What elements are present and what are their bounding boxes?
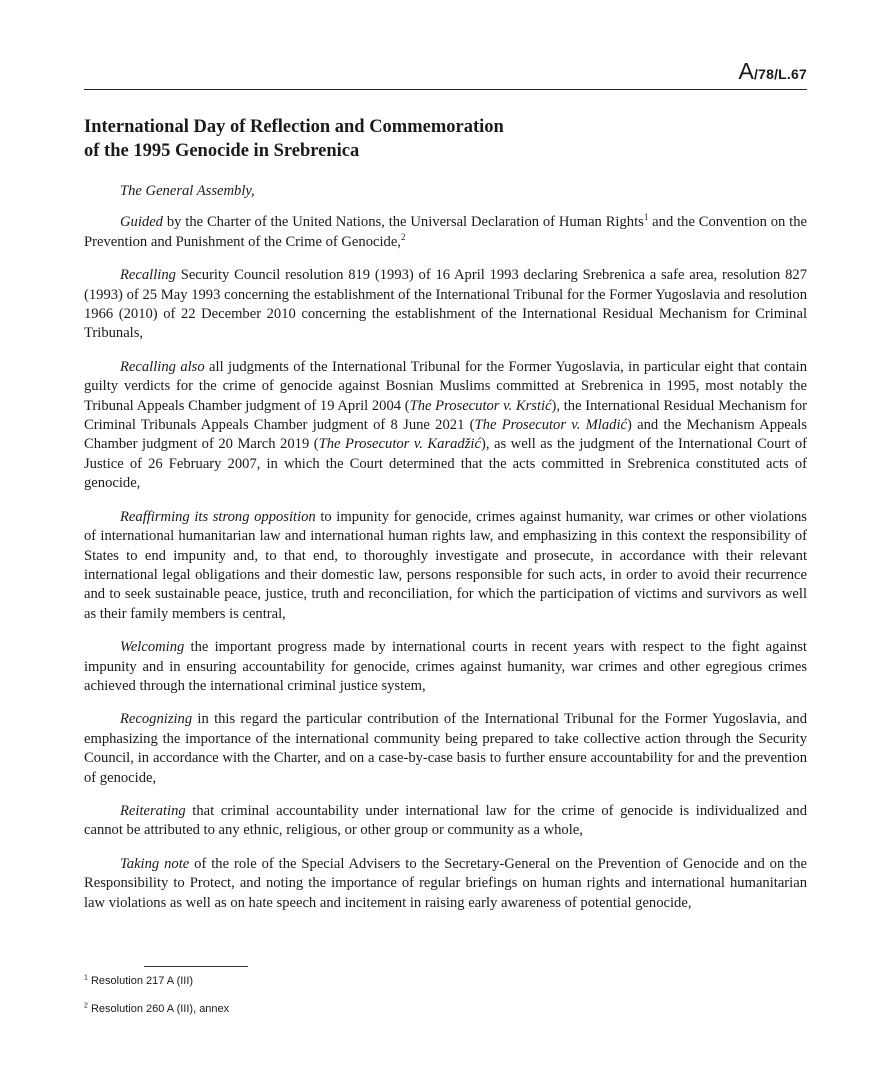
preambular-paragraph-recalling [84,266,807,344]
paragraph-text: to impunity for genocide, crimes against humanity, war crimes or other violations of international humanitarian law and international human rights law, and emphasizing in this context the responsibility of States to end impunity and, to that end, to thoroughly investigate and prosecute, in accordance with their relevant international legal obligations and their domestic law, persons responsible for such acts, in order to avoid their recurrence and to seek sustainable peace, justice, truth and reconciliation, for which the participation of victims and survivors as well as their family members is central, [84,508,807,622]
paragraph-text: ), the International Residual Mechanism for Criminal Tribunals Appeals Chamber judgment of 8 June 2021 ( [84,397,808,434]
paragraph-lead: Reiterating [120,802,186,819]
paragraph-text: that criminal accountability under international law for the crime of genocide is individualized and cannot be attributed to any ethnic, religious, or other group or community as a whole, [84,802,807,839]
footnotes [84,974,229,1030]
document-symbol-number: /78/L.67 [754,66,807,82]
opening-text: The General Assembly, [120,183,255,199]
paragraph-lead: Recalling [120,267,176,284]
footnote-ref-2[interactable]: 2 [400,231,406,242]
footnote-separator [144,966,248,967]
preambular-paragraph-reiterating [84,802,807,841]
paragraph-lead: Taking note [120,855,190,872]
paragraph-text: of the role of the Special Advisers to the Secretary-General on the Prevention of Genocide and on the Responsibility to Protect, and noting the importance of regular briefings on human rights and international humanitarian law violations as well as on hate speech and incitement in raising early awareness of potential genocide, [84,855,807,911]
paragraph-text: and the Convention on the Prevention and Punishment of the Crime of Genocide, [84,214,808,250]
footnote-1 [84,974,229,988]
preambular-paragraph-reaffirming [84,508,807,624]
title-line-1: International Day of Reflection and Commemoration [84,117,504,137]
paragraph-lead: Reaffirming its strong opposition [120,508,316,525]
resolution-title [84,115,644,163]
footnote-mark: 1 [84,974,88,982]
opening-line [84,182,807,201]
paragraph-lead: Guided [120,214,163,231]
document-symbol [738,58,807,85]
footnote-mark: 2 [84,1002,88,1010]
case-name-krstic: The Prosecutor v. Krstić [409,397,552,414]
footnote-2 [84,1002,229,1016]
footnote-ref-1[interactable]: 1 [643,212,649,223]
paragraph-text: by the Charter of the United Nations, the Universal Declaration of Human Rights [162,214,644,231]
preambular-paragraph-guided [84,213,807,252]
paragraph-text: in this regard the particular contribution of the International Tribunal for the Former Yugoslavia, and emphasizing the importance of the international community being prepared to take collective action through the Security Council, in accordance with the Charter, and on a case-by-case basis to further ensure accountability for and the prevention of genocide, [84,711,807,786]
paragraph-lead: Welcoming [120,639,185,656]
case-name-karadzic: The Prosecutor v. Karadžić [318,436,481,453]
paragraph-text: all judgments of the International Tribunal for the Former Yugoslavia, in particular eight that contain guilty verdicts for the crime of genocide against Bosnian Muslims committed at Srebrenica in 1995, most notably the Tribunal Appeals Chamber judgment of 19 April 2004 ( [84,358,807,414]
footnote-text: Resolution 260 A (III), annex [87,1003,230,1015]
paragraph-lead: Recalling also [120,358,205,375]
paragraph-text: Security Council resolution 819 (1993) of 16 April 1993 declaring Srebrenica a safe area, resolution 827 (1993) of 25 May 1993 concerning the establishment of the International Tribunal for the Former Yugoslavia and resolution 1966 (2010) of 22 December 2010 concerning the establishment of the International Residual Mechanism for Criminal Tribunals, [84,267,807,342]
case-name-mladic: The Prosecutor v. Mladić [474,417,627,434]
paragraph-lead: Recognizing [120,711,193,728]
header-rule [84,89,807,90]
title-line-2: of the 1995 Genocide in Srebrenica [84,141,360,161]
preambular-paragraph-taking-note [84,855,807,913]
preambular-paragraph-recalling-also [84,358,807,494]
preambular-paragraph-welcoming [84,638,807,696]
footnote-text: Resolution 217 A (III) [87,975,194,987]
document-symbol-letter: A [738,58,755,84]
paragraph-text: ) and the Mechanism Appeals Chamber judgment of 20 March 2019 ( [84,417,808,453]
resolution-body [84,182,807,927]
paragraph-text: ), as well as the judgment of the International Court of Justice of 26 February 2007, in which the Court determined that the acts committed in Srebrenica constituted acts of genocide, [84,436,807,492]
paragraph-text: the important progress made by international courts in recent years with respect to the fight against impunity and in ensuring accountability for genocide, crimes against humanity, war crimes and other egregious crimes achieved through the international criminal justice system, [84,639,807,694]
preambular-paragraph-recognizing [84,710,807,788]
